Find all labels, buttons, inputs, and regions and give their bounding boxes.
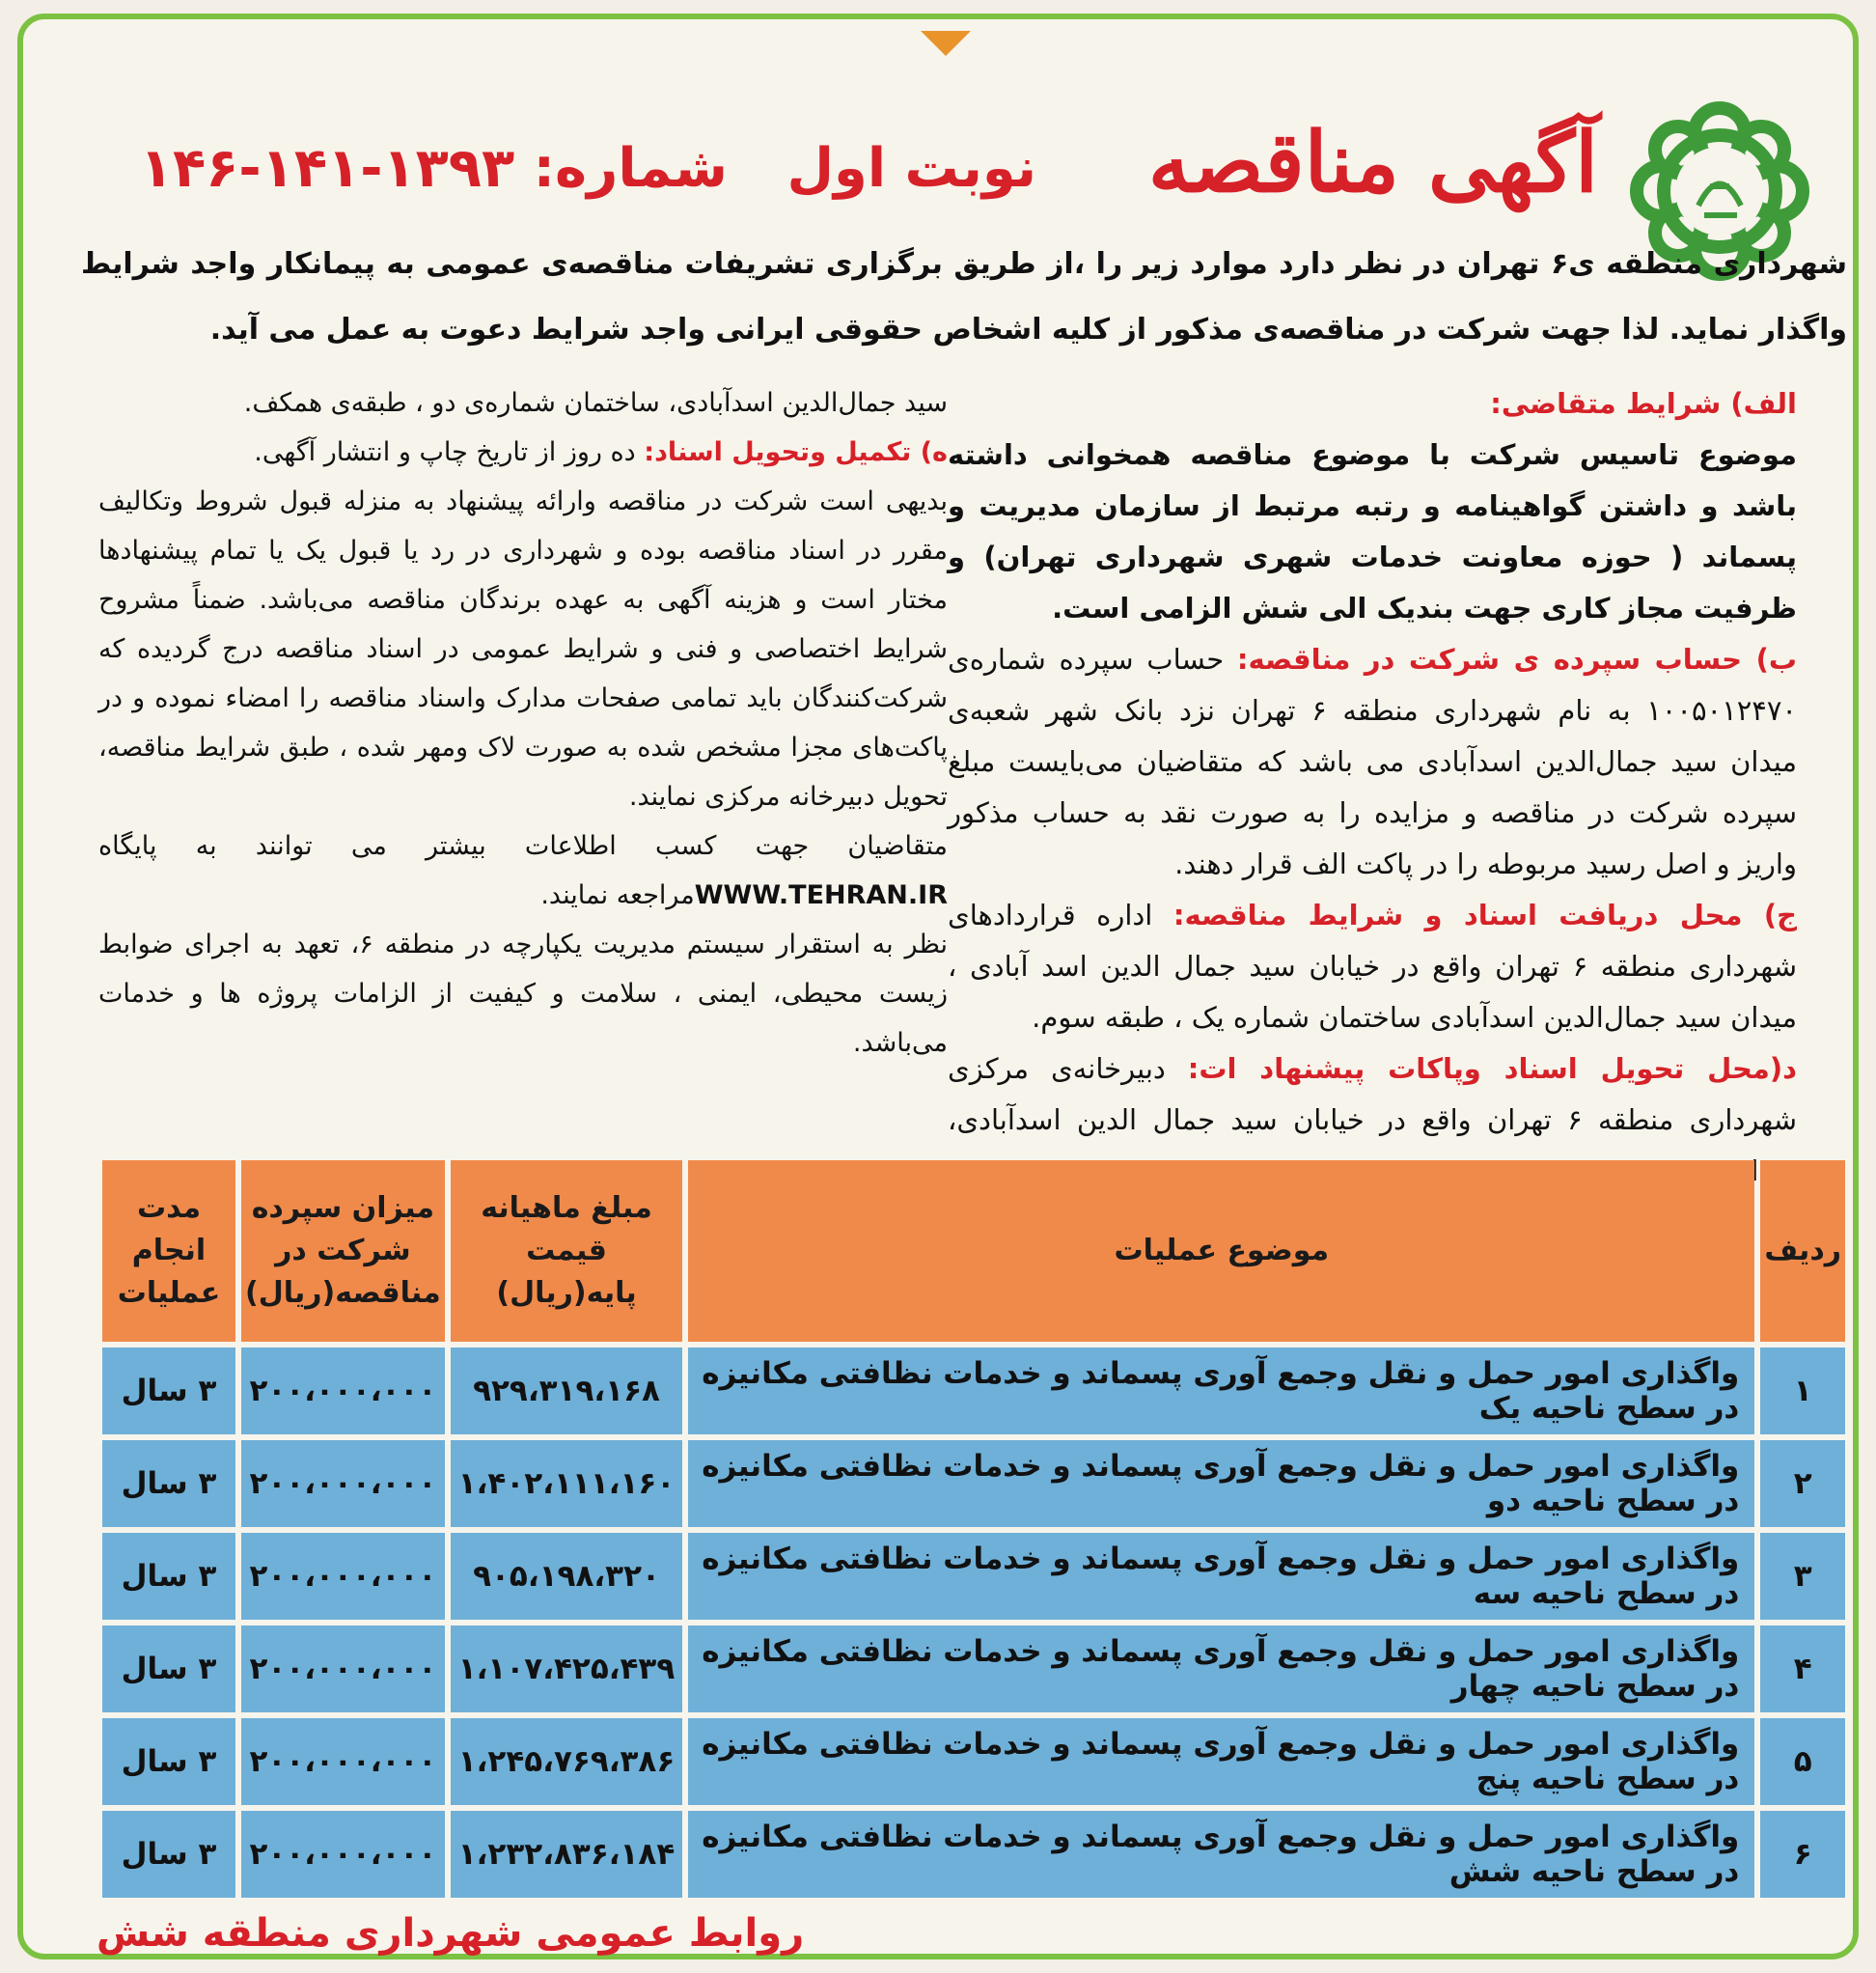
section-jim-text: اداره قراردادهای شهرداری منطقه ۶ تهران واقع در خیابان سید جمال الدین اسد آبادی ، میدان سید جمال‌الدین اسدآبادی ساختمان شماره یک ، طبقه سوم. xyxy=(948,899,1797,1034)
cell-row-number: ۳ xyxy=(1760,1533,1845,1620)
round-label: نوبت اول xyxy=(786,137,1036,200)
operations-table xyxy=(97,1154,1851,1904)
section-alef-title: الف) شرایط متقاضی: xyxy=(1490,387,1797,420)
conditions-column-right xyxy=(948,378,1797,1197)
cell-subject: واگذاری امور حمل و نقل وجمع آوری پسماند و خدمات نظافتی مکانیزه در سطح ناحیه دو xyxy=(688,1440,1754,1527)
header-row-number: ردیف xyxy=(1760,1160,1845,1342)
number-value: ۱۳۹۳-۱۴۱-۱۴۶ xyxy=(139,137,515,200)
cell-row-number: ۲ xyxy=(1760,1440,1845,1527)
top-tab-marker xyxy=(921,31,971,56)
notice-frame xyxy=(17,14,1859,1959)
footer-signature: روابط عمومی شهرداری منطقه شش xyxy=(97,1911,805,1956)
table-row xyxy=(102,1718,1845,1805)
cell-subject: واگذاری امور حمل و نقل وجمع آوری پسماند و خدمات نظافتی مکانیزه در سطح ناحیه پنج xyxy=(688,1718,1754,1805)
general-terms-paragraph: بدیهی است شرکت در مناقصه وارائه پیشنهاد به منزله قبول شروط وتکالیف مقرر در اسناد مناقصه بوده و شهرداری در رد یا قبول یک یا تمام پیشنهادها مختار است و هزینه آگهی به عهده برندگان مناقصه می‌باشد. ضمناً مشروح شرایط اختصاصی و فنی و شرایط عمومی در اسناد مناقصه درج گردیده که شرکت‌کنندگان باید تمامی صفحات مدارک واسناد مناقصه را امضاء نموده و در پاکت‌های مجزا مشخص شده به صورت لاک ومهر شده ، طبق شرایط مناقصه، تحویل دبیرخانه مرکزی نمایند. xyxy=(98,486,948,812)
cell-row-number: ۴ xyxy=(1760,1626,1845,1712)
cell-row-number: ۱ xyxy=(1760,1348,1845,1434)
cell-monthly-price: ۱،۴۰۲،۱۱۱،۱۶۰ xyxy=(451,1440,683,1527)
number-label: شماره: xyxy=(533,137,728,200)
cell-subject: واگذاری امور حمل و نقل وجمع آوری پسماند و خدمات نظافتی مکانیزه در سطح ناحیه شش xyxy=(688,1811,1754,1898)
cell-duration: ۳ سال xyxy=(102,1440,235,1527)
section-dal-title: د(محل تحویل اسناد وپاکات پیشنهاد ات: xyxy=(1187,1052,1798,1085)
cell-subject: واگذاری امور حمل و نقل وجمع آوری پسماند و خدمات نظافتی مکانیزه در سطح ناحیه چهار xyxy=(688,1626,1754,1712)
hse-paragraph: نظر به استقرار سیستم مدیریت یکپارچه در منطقه ۶، تعهد به اجرای ضوابط زیست محیطی، ایمنی ، سلامت و کیفیت از الزامات پروژه ها و خدمات می‌باشد. xyxy=(98,930,949,1058)
notice-title: آگهی مناقصه xyxy=(1147,114,1598,211)
table-header-row xyxy=(102,1160,1845,1342)
cell-deposit: ۲۰۰،۰۰۰،۰۰۰ xyxy=(241,1626,445,1712)
section-dal-text: دبیرخانه‌ی مرکزی شهرداری منطقه ۶ تهران واقع در خیابان سید جمال الدین اسدآبادی، xyxy=(948,1052,1797,1136)
cell-deposit: ۲۰۰،۰۰۰،۰۰۰ xyxy=(241,1533,445,1620)
cell-row-number: ۵ xyxy=(1760,1718,1845,1805)
intro-paragraph: شهرداری منطقه ی۶ تهران در نظر دارد موارد زیر را ،از طریق برگزاری تشریفات مناقصه‌ی عمومی به پیمانکار واجد شرایط واگذار نماید. لذا جهت شرکت در مناقصه‌ی مذکور از کلیه اشخاص حقوقی ایرانی واجد شرایط دعوت به عمل می آید. xyxy=(81,247,1847,347)
table-row xyxy=(102,1626,1845,1712)
section-he-text: ده روز از تاریخ چاپ و انتشار آگهی. xyxy=(254,437,636,467)
info-paragraph-end: مراجعه نمایند. xyxy=(540,880,695,910)
website-link[interactable]: WWW.TEHRAN.IR xyxy=(694,880,948,910)
cell-duration: ۳ سال xyxy=(102,1533,235,1620)
cell-deposit: ۲۰۰،۰۰۰،۰۰۰ xyxy=(241,1811,445,1898)
cell-monthly-price: ۱،۱۰۷،۴۲۵،۴۳۹ xyxy=(451,1626,683,1712)
cell-monthly-price: ۱،۲۳۲،۸۳۶،۱۸۴ xyxy=(451,1811,683,1898)
section-jim-title: ج) محل دریافت اسناد و شرایط مناقصه: xyxy=(1172,899,1797,931)
cell-deposit: ۲۰۰،۰۰۰،۰۰۰ xyxy=(241,1348,445,1434)
cell-duration: ۳ سال xyxy=(102,1348,235,1434)
section-alef-text: موضوع تاسیس شرکت با موضوع مناقصه همخوانی داشته باشد و داشتن گواهینامه و رتبه مرتبط از سازمان مدیریت و پسماند ( حوزه معاونت خدمات شهری شهرداری تهران) و ظرفیت مجاز کاری جهت بندیک الی شش الزامی است. xyxy=(948,438,1797,625)
table-row xyxy=(102,1348,1845,1434)
cell-duration: ۳ سال xyxy=(102,1718,235,1805)
section-be-title: ب) حساب سپرده ی شرکت در مناقصه: xyxy=(1236,643,1797,676)
header-subject: موضوع عملیات xyxy=(688,1160,1754,1342)
table-row xyxy=(102,1811,1845,1898)
tender-number xyxy=(140,137,728,200)
cell-monthly-price: ۱،۲۴۵،۷۶۹،۳۸۶ xyxy=(451,1718,683,1805)
section-be-text: حساب سپرده شماره‌ی ۱۰۰۵۰۱۲۴۷۰ به نام شهرداری منطقه ۶ تهران نزد بانک شهر شعبه‌ی میدان سید جمال‌الدین اسدآبادی می باشد که متقاضیان می‌بایست مبلغ سپرده شرکت در مناقصه و مزایده را به صورت نقد به حساب مذکور واریز و اصل رسید مربوطه را در پاکت الف قرار دهند. xyxy=(948,643,1797,880)
cell-subject: واگذاری امور حمل و نقل وجمع آوری پسماند و خدمات نظافتی مکانیزه در سطح ناحیه سه xyxy=(688,1533,1754,1620)
cell-deposit: ۲۰۰،۰۰۰،۰۰۰ xyxy=(241,1718,445,1805)
info-paragraph: متقاضیان جهت کسب اطلاعات بیشتر می توانند به پایگاه xyxy=(98,831,948,861)
header xyxy=(139,95,1837,220)
header-deposit: میزان سپرده شرکت در مناقصه(ریال) xyxy=(241,1160,445,1342)
cell-subject: واگذاری امور حمل و نقل وجمع آوری پسماند و خدمات نظافتی مکانیزه در سطح ناحیه یک xyxy=(688,1348,1754,1434)
section-he-title: ه) تکمیل وتحویل اسناد: xyxy=(644,437,948,467)
conditions-column-left xyxy=(98,378,948,1068)
cell-duration: ۳ سال xyxy=(102,1811,235,1898)
cell-monthly-price: ۹۲۹،۳۱۹،۱۶۸ xyxy=(451,1348,683,1434)
cell-deposit: ۲۰۰،۰۰۰،۰۰۰ xyxy=(241,1440,445,1527)
table-row xyxy=(102,1440,1845,1527)
cell-row-number: ۶ xyxy=(1760,1811,1845,1898)
cell-duration: ۳ سال xyxy=(102,1626,235,1712)
header-duration: مدت انجام عملیات xyxy=(102,1160,235,1342)
table-row xyxy=(102,1533,1845,1620)
section-dal-continued: سید جمال‌الدین اسدآبادی، ساختمان شماره‌ی دو ، طبقه‌ی همکف. xyxy=(243,388,948,418)
cell-monthly-price: ۹۰۵،۱۹۸،۳۲۰ xyxy=(451,1533,683,1620)
header-monthly-price: مبلغ ماهیانه قیمت پایه(ریال) xyxy=(451,1160,683,1342)
